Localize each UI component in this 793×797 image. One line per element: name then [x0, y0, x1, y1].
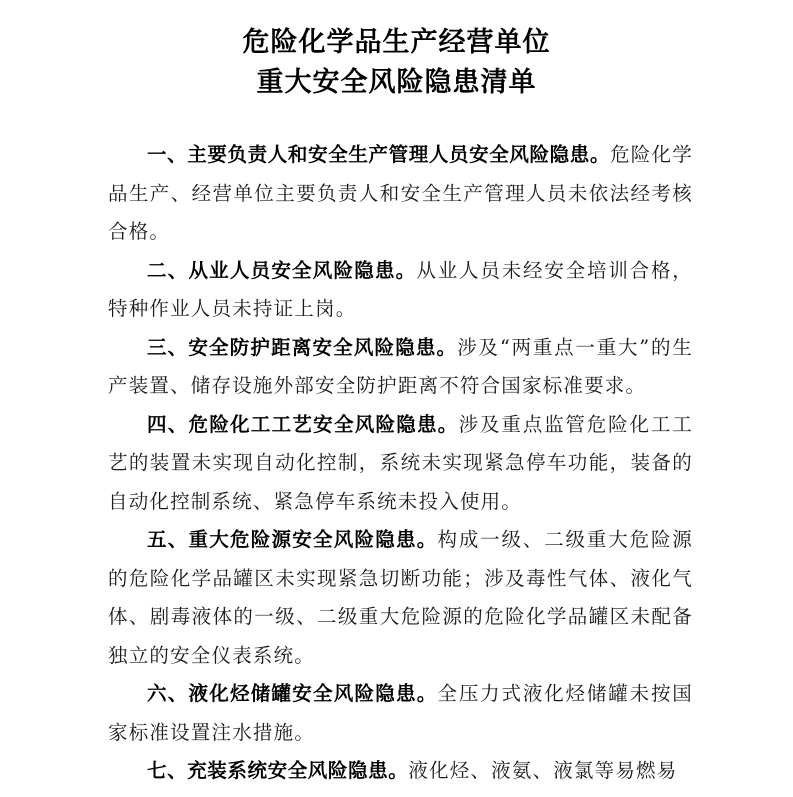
document-body	[108, 136, 693, 791]
item-text: 涉及重点监管危险化工工艺的装置未实现自动化控制，系统未实现紧急停车功能，装备的自动化控制系统、紧急停车系统未投入使用。	[108, 412, 693, 513]
item-heading: 一、主要负责人和安全生产管理人员安全风险隐患。	[147, 143, 611, 166]
item-heading: 七、充装系统安全风险隐患。	[147, 759, 409, 782]
list-item	[108, 406, 693, 522]
list-item	[108, 675, 693, 752]
item-heading: 四、危险化工工艺安全风险隐患。	[147, 412, 459, 436]
document-title-line-2: 重大安全风险隐患清单	[256, 67, 537, 98]
list-item	[108, 136, 693, 252]
list-item	[108, 252, 693, 329]
list-item	[108, 329, 693, 406]
list-item	[108, 521, 693, 675]
item-text: 涉及“两重点一重大”的生产装置、储存设施外部安全防护距离不符合国家标准要求。	[108, 335, 693, 397]
item-text: 危险化学品生产、经营单位主要负责人和安全生产管理人员未依法经考核合格。	[108, 143, 693, 243]
item-text: 液化烃、液氨、液氯等易燃易	[408, 759, 678, 782]
item-text: 全压力式液化烃储罐未按国家标准设置注水措施。	[108, 682, 693, 744]
list-item	[108, 752, 693, 791]
item-heading: 六、液化烃储罐安全风险隐患。	[147, 682, 438, 705]
item-heading: 五、重大危险源安全风险隐患。	[147, 528, 438, 551]
item-text: 构成一级、二级重大危险源的危险化学品罐区未实现紧急切断功能；涉及毒性气体、液化气体、剧毒液体的一级、二级重大危险源的危险化学品罐区未配备独立的安全仪表系统。	[108, 528, 693, 667]
item-text: 从业人员未经安全培训合格，特种作业人员未持证上岗。	[108, 258, 693, 320]
document-title-line-1: 危险化学品生产经营单位	[242, 27, 551, 58]
item-heading: 二、从业人员安全风险隐患。	[147, 258, 417, 282]
item-heading: 三、安全防护距离安全风险隐患。	[147, 335, 458, 359]
